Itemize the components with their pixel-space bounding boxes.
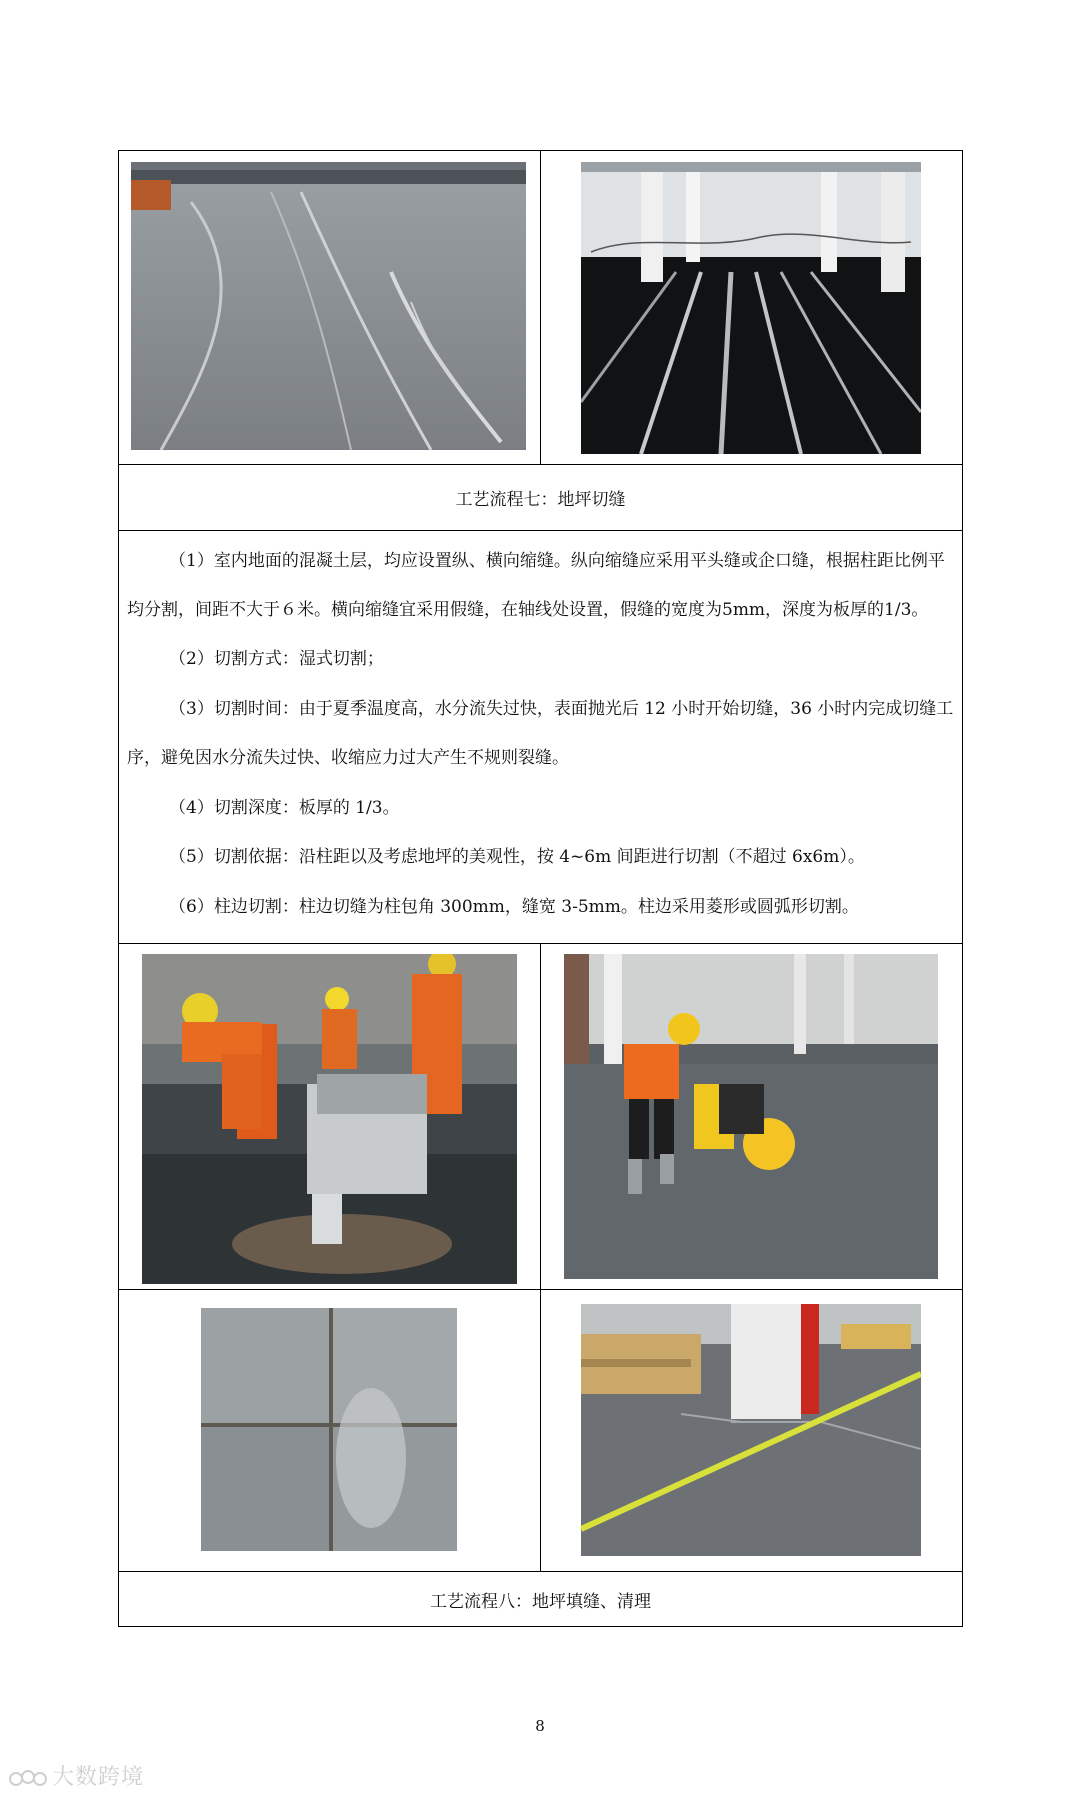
photo-worker-floor-saw [564, 954, 938, 1279]
process-7-caption: 工艺流程七：地坪切缝 [455, 490, 626, 510]
photo-cell [119, 1290, 541, 1571]
photo-cell [541, 151, 962, 464]
photo-row-3 [119, 1290, 962, 1572]
photo-row-2 [119, 944, 962, 1290]
photo-cell [119, 151, 541, 464]
text-row [119, 531, 962, 944]
photo-workers-cutting [142, 954, 517, 1284]
paragraph: （5）切割依据：沿柱距以及考虑地坪的美观性，按 4~6m 间距进行切割（不超过 6x6m）。 [169, 847, 865, 867]
content-table [118, 150, 963, 1627]
photo-row-1 [119, 151, 962, 465]
photo-filled-joints [201, 1308, 457, 1551]
photo-column-diamond-cut [581, 1304, 921, 1556]
paragraph: 均分割，间距不大于６米。横向缩缝宜采用假缝，在轴线处设置，假缝的宽度为5mm，深度为板厚的1/3。 [127, 600, 929, 620]
paragraph: （1）室内地面的混凝土层，均应设置纵、横向缩缝。纵向缩缝应采用平头缝或企口缝，根据柱距比例平 [169, 551, 945, 571]
caption-row [119, 1572, 962, 1626]
caption-row [119, 465, 962, 531]
page-number: 8 [535, 1717, 545, 1735]
photo-concrete-surface [131, 162, 526, 450]
cutting-instructions [127, 531, 956, 943]
watermark [8, 1760, 144, 1791]
paragraph: （6）柱边切割：柱边切缝为柱包角 300mm，缝宽 3-5mm。柱边采用菱形或圆弧形切割。 [169, 897, 859, 917]
photo-cell [541, 1290, 962, 1571]
process-8-caption: 工艺流程八：地坪填缝、清理 [430, 1591, 651, 1612]
watermark-logo-icon [8, 1767, 48, 1789]
photo-cell [541, 944, 962, 1289]
paragraph: （2）切割方式：湿式切割； [169, 649, 384, 669]
paragraph: （3）切割时间：由于夏季温度高，水分流失过快，表面抛光后 12 小时开始切缝，36 小时内完成切缝工 [169, 699, 954, 719]
photo-polished-floor [581, 162, 921, 454]
photo-cell [119, 944, 541, 1289]
watermark-text: 大数跨境 [52, 1765, 145, 1790]
paragraph: （4）切割深度：板厚的 1/3。 [169, 798, 400, 818]
paragraph: 序，避免因水分流失过快、收缩应力过大产生不规则裂缝。 [127, 748, 569, 768]
